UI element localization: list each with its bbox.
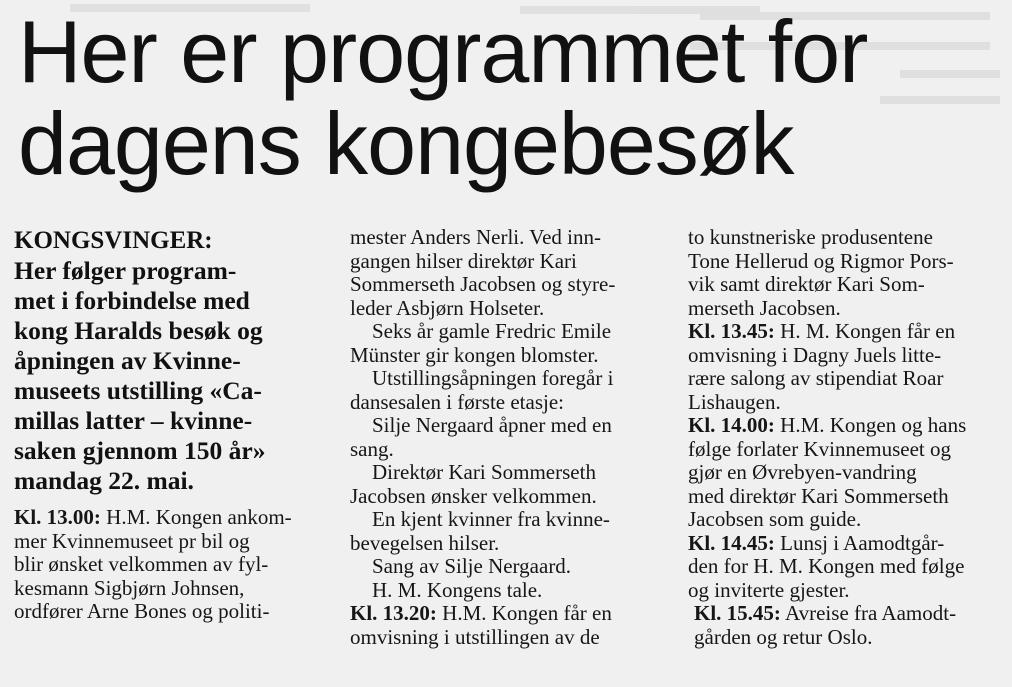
body-paragraph <box>350 508 665 555</box>
body-paragraph <box>350 320 665 367</box>
schedule-time: Kl. 13.45: <box>688 319 775 343</box>
body-line: Jacobsen som guide. <box>688 507 862 531</box>
body-line: to kunstneriske produsentene <box>688 225 933 249</box>
body-line: dansesalen i første etasje: <box>350 389 564 414</box>
body-line: Avreise fra Aamodt- <box>780 601 957 625</box>
body-line: Münster gir kongen blomster. <box>350 342 599 367</box>
body-line: gården og retur Oslo. <box>694 624 873 649</box>
body-line: omvisning i Dagny Juels litte- <box>688 342 942 367</box>
body-line: Lishaugen. <box>688 389 781 414</box>
schedule-time: Kl. 14.00: <box>688 413 775 437</box>
body-line: Jacobsen ønsker velkommen. <box>350 483 597 508</box>
body-line: gjør en Øvrebyen-vandring <box>688 460 917 484</box>
lead-line: met i forbindelse med <box>14 286 250 315</box>
body-line: sang. <box>350 436 394 461</box>
body-paragraph <box>350 367 665 414</box>
body-line: H. M. Kongens tale. <box>372 577 543 602</box>
body-line: og inviterte gjester. <box>688 577 850 602</box>
headline-line-1: Her er programmet for <box>18 2 868 101</box>
headline-line-2: dagens kongebesøk <box>18 94 794 193</box>
lead-line: saken gjennom 150 år» <box>14 436 266 465</box>
column-1 <box>14 226 332 624</box>
body-line: Direktør Kari Sommerseth <box>372 460 596 484</box>
body-line: H.M. Kongen ankom- <box>100 505 292 529</box>
body-line: bevegelsen hilser. <box>350 530 500 555</box>
schedule-item-1320 <box>350 602 665 649</box>
schedule-item-1545 <box>688 602 1000 649</box>
schedule-item-1445 <box>688 532 1000 603</box>
schedule-item-1345 <box>688 320 1000 414</box>
schedule-item-1300 <box>14 506 332 624</box>
body-line: mester Anders Nerli. Ved inn- <box>350 225 601 249</box>
body-line: Silje Nergaard åpner med en <box>372 413 612 437</box>
schedule-time: Kl. 14.45: <box>688 530 775 555</box>
column-3 <box>688 226 1000 649</box>
schedule-time: Kl. 13.00: <box>14 505 101 529</box>
body-paragraph <box>350 555 665 579</box>
body-line: blir ønsket velkommen av fyl- <box>14 552 269 576</box>
lead-line: Her følger program- <box>14 256 237 285</box>
body-line: gangen hilser direktør Kari <box>350 248 577 273</box>
body-line: Seks år gamle Fredric Emile <box>372 319 612 343</box>
body-line: Lunsj i Aamodtgår- <box>774 530 945 555</box>
body-line: vik samt direktør Kari Som- <box>688 272 925 296</box>
body-paragraph <box>688 226 1000 320</box>
body-line: H.M. Kongen og hans <box>774 413 967 437</box>
schedule-time: Kl. 15.45: <box>694 601 781 625</box>
body-paragraph <box>350 579 665 603</box>
schedule-time: Kl. 13.20: <box>350 601 437 625</box>
body-line: En kjent kvinner fra kvinne- <box>372 507 610 531</box>
body-line: den for H. M. Kongen med følge <box>688 554 965 578</box>
body-line: H. M. Kongen får en <box>774 319 956 343</box>
headline <box>18 2 1008 193</box>
body-paragraph <box>350 414 665 461</box>
body-line: omvisning i utstillingen av de <box>350 624 600 649</box>
kicker: KONGSVINGER: <box>14 227 213 254</box>
lead-line: mandag 22. mai. <box>14 466 194 495</box>
body-line: følge forlater Kvinnemuseet og <box>688 436 951 461</box>
body-line: leder Asbjørn Holseter. <box>350 295 545 320</box>
lead-paragraph <box>14 256 332 496</box>
body-line: Sang av Silje Nergaard. <box>372 554 572 578</box>
body-line: H.M. Kongen får en <box>436 601 612 625</box>
body-line: rære salong av stipendiat Roar <box>688 366 944 390</box>
body-line: kesmann Sigbjørn Johnsen, <box>14 575 245 600</box>
lead-line: kong Haralds besøk og <box>14 316 263 345</box>
body-line: med direktør Kari Sommerseth <box>688 483 949 508</box>
body-line: merseth Jacobsen. <box>688 295 841 320</box>
column-2 <box>350 226 665 649</box>
schedule-item-1400 <box>688 414 1000 532</box>
lead-line: museets utstilling «Ca- <box>14 376 262 405</box>
lead-line: millas latter – kvinne- <box>14 406 253 435</box>
body-line: Utstillingsåpningen foregår i <box>372 366 614 390</box>
body-paragraph <box>350 461 665 508</box>
body-line: ordfører Arne Bones og politi- <box>14 599 270 623</box>
body-paragraph <box>350 226 665 320</box>
lead-line: åpningen av Kvinne- <box>14 346 241 375</box>
body-line: Tone Hellerud og Rigmor Pors- <box>688 248 954 273</box>
body-line: mer Kvinnemuseet pr bil og <box>14 528 250 553</box>
body-line: Sommerseth Jacobsen og styre- <box>350 272 616 296</box>
